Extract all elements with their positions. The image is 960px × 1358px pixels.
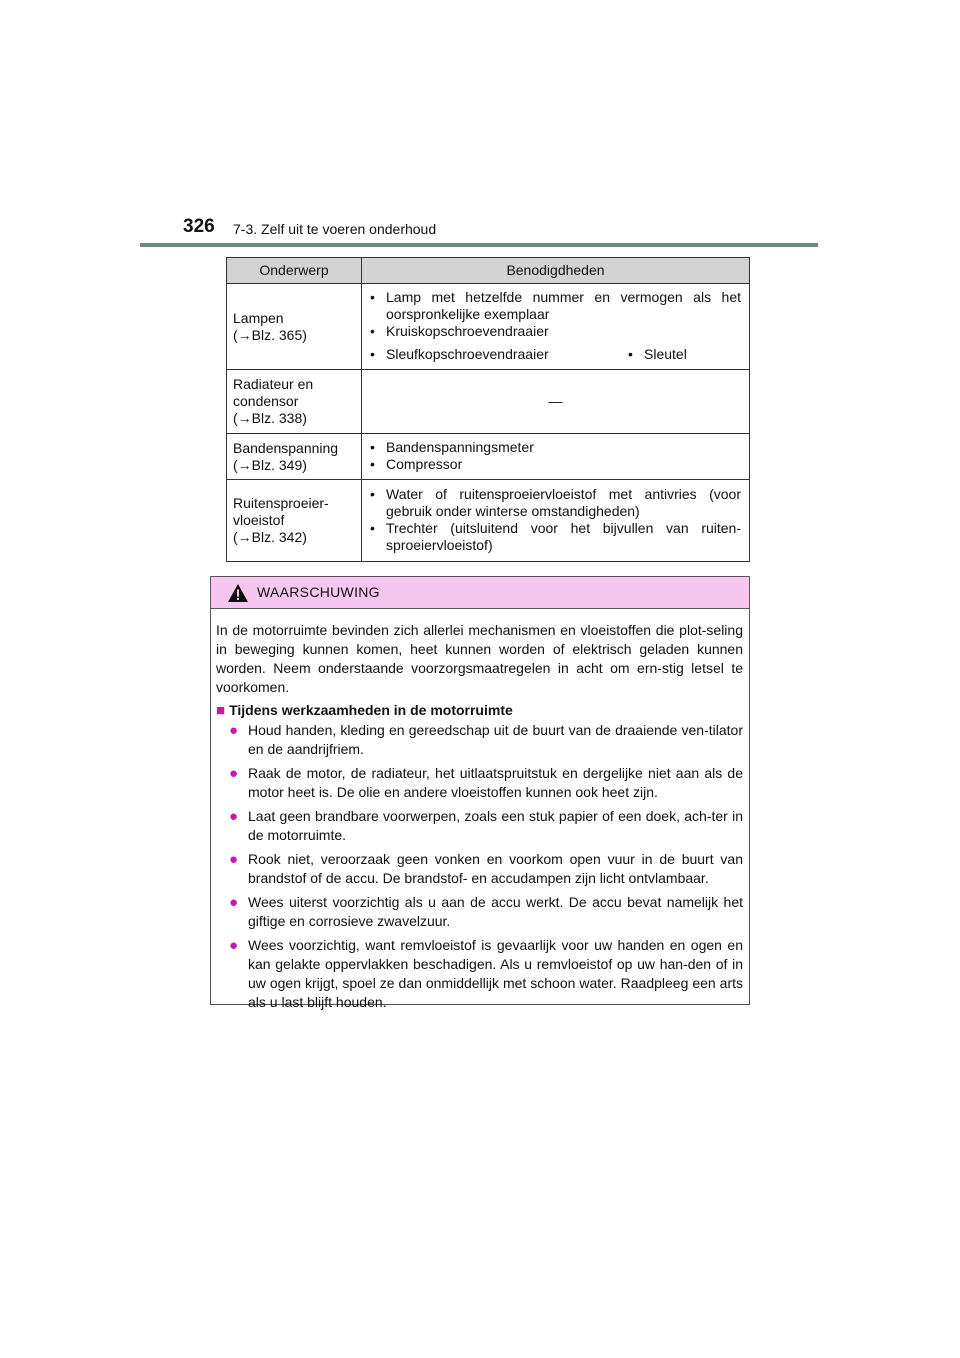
subject-line: vloeistof: [233, 512, 285, 528]
not-applicable-dash: —: [548, 392, 563, 409]
list-item: [229, 764, 743, 802]
subject-cell: [227, 480, 362, 562]
list-item: • Bandenspanningsmeter: [370, 439, 741, 456]
subject-cell: [227, 370, 362, 434]
point-text: Rook niet, veroorzaak geen vonken en voorkom open vuur in de buurt van brandstof of de accu. De brandstof- en accudampen zijn licht ontvlambaar.: [248, 851, 743, 886]
dot-bullet-icon: ●: [229, 851, 239, 868]
list-item: • Water of ruitensproeiervloeistof met antivries (voor gebruik onder winterse omstandigheden): [370, 486, 741, 520]
needs-cell: [362, 480, 750, 562]
page-number: 326: [183, 216, 215, 237]
subject-line: Ruitensproeier-: [233, 495, 329, 511]
table-header-row: [227, 258, 750, 284]
list-item: • Lamp met hetzelfde nummer en vermogen als het oorspronkelijke exemplaar: [370, 289, 741, 323]
dot-bullet-icon: ●: [229, 808, 239, 825]
list-item: [229, 850, 743, 888]
list-item: [229, 807, 743, 845]
list-item: • Sleufkopschroevendraaier: [370, 346, 628, 363]
subject-cell: [227, 284, 362, 370]
warning-body: [211, 609, 749, 1012]
page-reference: (→Blz. 342): [233, 529, 307, 545]
list-item: [229, 936, 743, 1012]
page-reference: (→Blz. 365): [233, 326, 307, 343]
requirements-table: [226, 257, 750, 562]
header-rule: [140, 243, 818, 247]
subheading-text: Tijdens werkzaamheden in de motorruimte: [229, 702, 513, 718]
list-item: • Kruiskopschroevendraaier: [370, 323, 741, 340]
dot-bullet-icon: ●: [229, 765, 239, 782]
needs-cell: [362, 434, 750, 480]
subject-line: Lampen: [233, 309, 284, 326]
section-title: 7-3. Zelf uit te voeren onderhoud: [233, 221, 437, 237]
needs-cell: [362, 370, 750, 434]
page-reference: (→Blz. 349): [233, 456, 307, 473]
table-row: [227, 370, 750, 434]
column-header-needs: Benodigdheden: [362, 258, 750, 284]
subject-line: Radiateur en: [233, 376, 314, 392]
warning-box: [210, 576, 750, 1010]
warning-header: [211, 577, 749, 609]
point-text: Houd handen, kleding en gereedschap uit de buurt van de draaiende ven-tilator en de aandrijfriem.: [248, 722, 743, 757]
subject-line: Bandenspanning: [233, 439, 339, 456]
dot-bullet-icon: ●: [229, 937, 239, 954]
point-text: Laat geen brandbare voorwerpen, zoals een stuk papier of een doek, ach-ter in de motorruimte.: [248, 808, 743, 843]
subject-cell: [227, 434, 362, 480]
table-row: [227, 480, 750, 562]
dot-bullet-icon: ●: [229, 722, 239, 739]
warning-intro: In de motorruimte bevinden zich allerlei mechanismen en vloeistoffen die plot-seling in beweging kunnen komen, heet kunnen worden of elektrisch geladen kunnen worden. Neem onderstaande voorzorgsmaatregelen in acht om ern-stig letsel te voorkomen.: [216, 622, 743, 695]
point-text: Wees uiterst voorzichtig als u aan de accu werkt. De accu bevat namelijk het giftige en corrosieve zwavelzuur.: [248, 894, 743, 929]
page-reference: (→Blz. 338): [233, 410, 307, 426]
table-row: [227, 434, 750, 480]
list-item-pair: [370, 346, 741, 363]
square-bullet-icon: ■: [216, 702, 226, 719]
warning-title: WAARSCHUWING: [257, 584, 380, 600]
subject-line: condensor: [233, 393, 299, 409]
point-text: Raak de motor, de radiateur, het uitlaatspruitstuk en dergelijke niet aan als de motor heet is. De olie en andere vloeistoffen kunnen ook heet zijn.: [248, 765, 743, 800]
list-item: [229, 893, 743, 931]
column-header-subject: Onderwerp: [227, 258, 362, 284]
table-row: [227, 284, 750, 370]
list-item: • Sleutel: [628, 346, 687, 363]
list-item: • Compressor: [370, 456, 741, 473]
warning-triangle-icon: [227, 583, 249, 603]
warning-subheading: [216, 701, 743, 720]
point-text: Wees voorzichtig, want remvloeistof is gevaarlijk voor uw handen en ogen en kan gelakte oppervlakken beschadigen. Als u remvloeistof op uw han-den of in uw ogen krijgt, spoel ze dan onmiddellijk met schoon water. Raadpleeg een arts als u last blijft houden.: [248, 937, 743, 1010]
needs-cell: [362, 284, 750, 370]
list-item: • Trechter (uitsluitend voor het bijvullen van ruiten-sproeiervloeistof): [370, 520, 741, 554]
list-item: [229, 721, 743, 759]
dot-bullet-icon: ●: [229, 894, 239, 911]
